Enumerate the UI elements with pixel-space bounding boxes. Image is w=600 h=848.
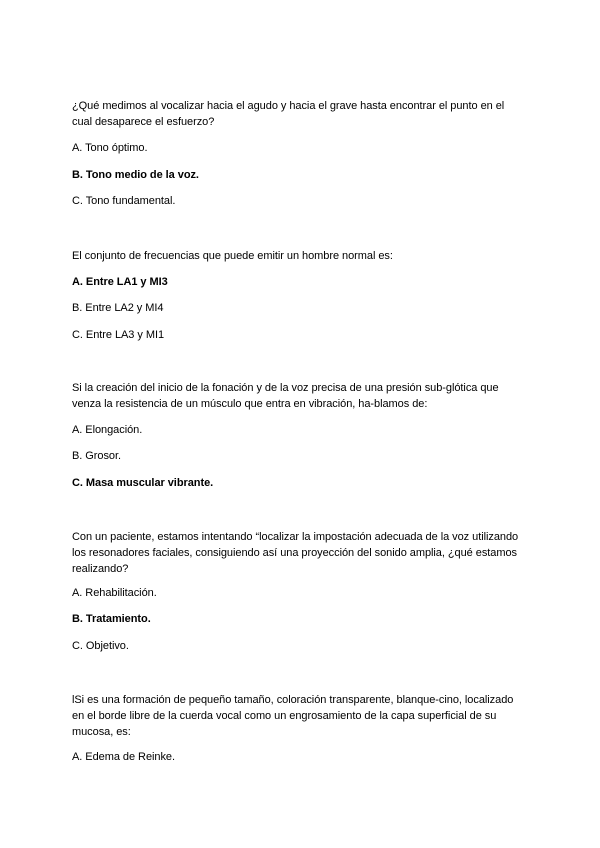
question-4-line-2: los resonadores faciales, consiguiendo así una proyección del sonido amplia, ¿qué estamos [72, 547, 517, 559]
question-3-option-c-correct: C. Masa muscular vibrante. [72, 477, 214, 489]
question-2-option-a-correct: A. Entre LA1 y MI3 [72, 276, 168, 288]
question-4-option-c: C. Objetivo. [72, 640, 129, 652]
question-1-option-c: C. Tono fundamental. [72, 195, 176, 207]
question-3-option-b: B. Grosor. [72, 450, 122, 462]
question-5-option-a: A. Edema de Reinke. [72, 751, 175, 763]
question-3-line-2: venza la resistencia de un músculo que entra en vibración, ha-blamos de: [72, 398, 428, 410]
question-4-line-3: realizando? [72, 563, 129, 575]
question-4-line-1: Con un paciente, estamos intentando “localizar la impostación adecuada de la voz utilizando [72, 531, 519, 543]
question-1-line-1: ¿Qué medimos al vocalizar hacia el agudo y hacia el grave hasta encontrar el punto en el [72, 100, 505, 112]
question-1-option-a: A. Tono óptimo. [72, 142, 148, 154]
question-3-option-a: A. Elongación. [72, 424, 143, 436]
question-5-line-3: mucosa, es: [72, 726, 131, 738]
question-2-line-1: El conjunto de frecuencias que puede emitir un hombre normal es: [72, 250, 393, 262]
question-4-option-a: A. Rehabilitación. [72, 587, 157, 599]
question-5-line-1: lSi es una formación de pequeño tamaño, coloración transparente, blanque-cino, localizado [72, 694, 514, 706]
question-2-option-b: B. Entre LA2 y MI4 [72, 302, 164, 314]
question-2-option-c: C. Entre LA3 y MI1 [72, 329, 165, 341]
question-1-line-2: cual desaparece el esfuerzo? [72, 116, 215, 128]
question-1-option-b-correct: B. Tono medio de la voz. [72, 169, 199, 181]
question-5-line-2: en el borde libre de la cuerda vocal como un engrosamiento de la capa superficial de su [72, 710, 497, 722]
question-3-line-1: Si la creación del inicio de la fonación y de la voz precisa de una presión sub-glótica que [72, 382, 499, 394]
question-4-option-b-correct: B. Tratamiento. [72, 613, 151, 625]
